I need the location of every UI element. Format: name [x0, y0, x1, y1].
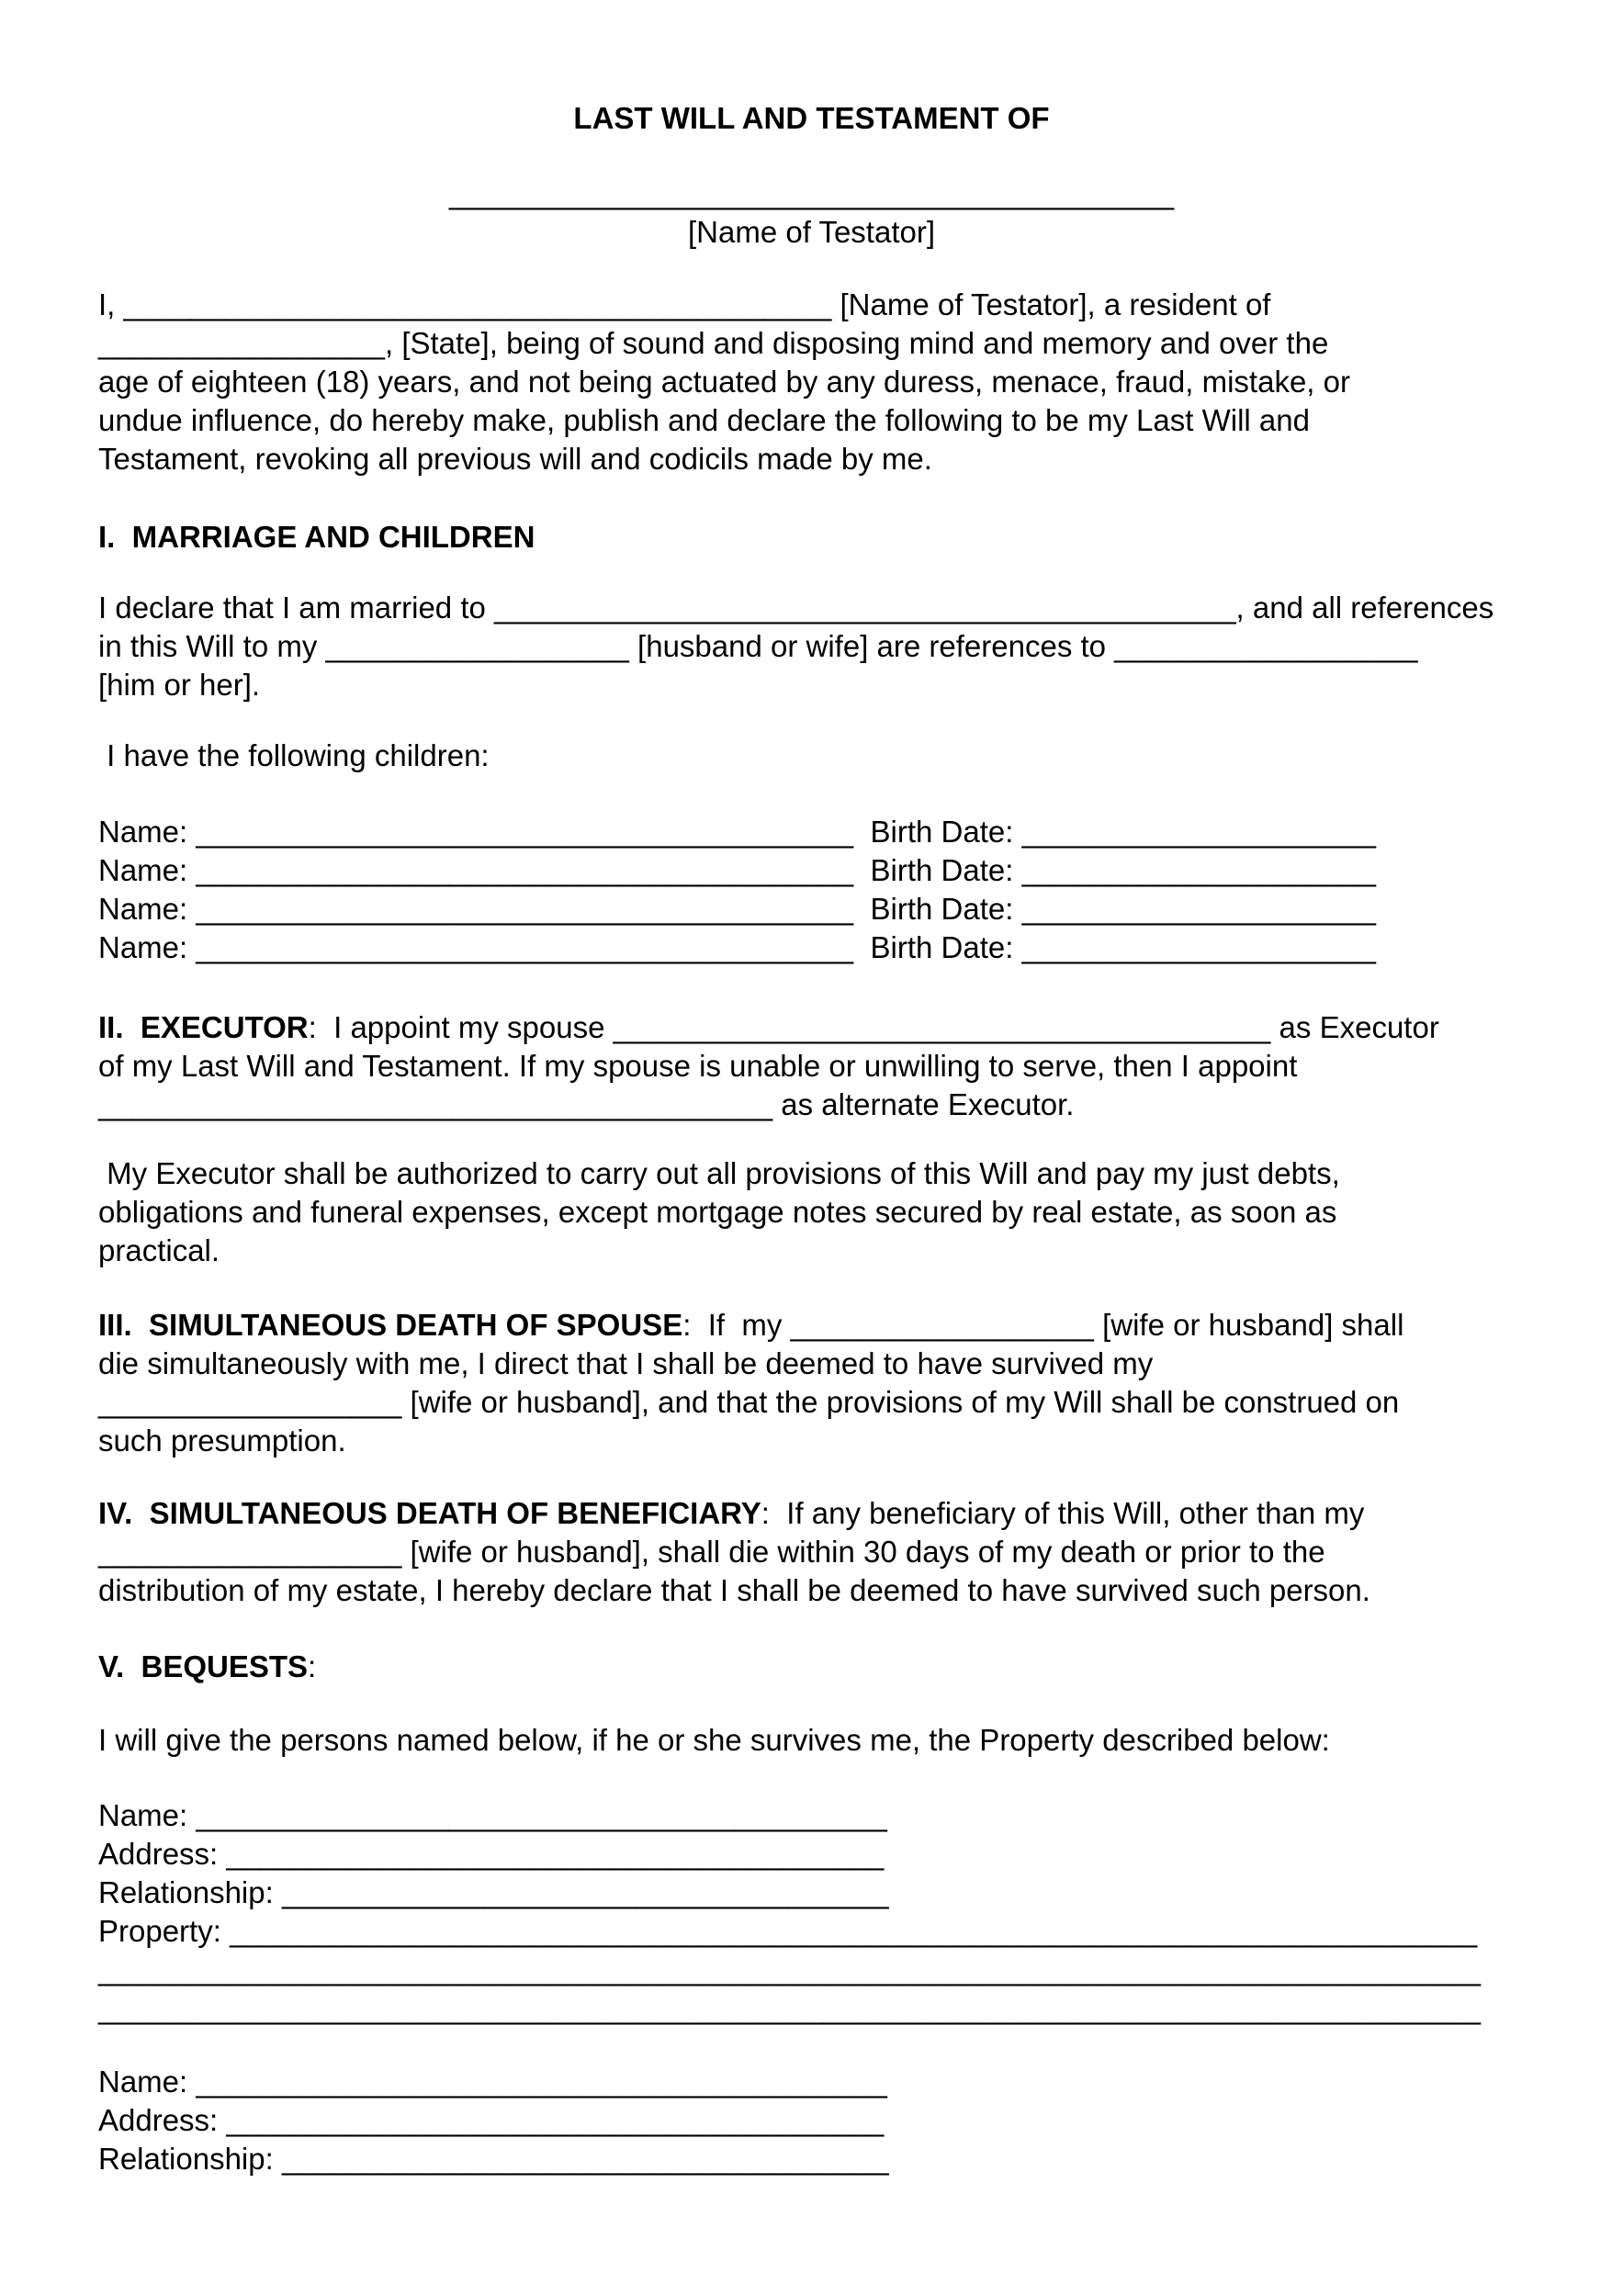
beneficiary-address-row [98, 1835, 1623, 1874]
address-label: Address: [98, 1837, 227, 1871]
marriage-line: I declare that I am married to ____________________________________________, and all references [98, 591, 1494, 625]
name-blank: _________________________________________ [196, 2065, 887, 2099]
section-heading-executor: II. EXECUTOR [98, 1010, 309, 1044]
child-birthdate-label: Birth Date: [853, 815, 1022, 849]
child-row [98, 890, 1623, 929]
authority-line: My Executor shall be authorized to carry out all provisions of this Will and pay my just debts, [98, 1156, 1340, 1190]
marriage-paragraph [98, 589, 1623, 704]
relationship-blank: ____________________________________ [281, 1875, 889, 1909]
child-name-label: Name: [98, 892, 197, 926]
child-birthdate-blank: _____________________ [1021, 930, 1376, 964]
testator-name-caption: [Name of Testator] [687, 215, 935, 249]
section-heading-bequests: V. BEQUESTS: [98, 1649, 317, 1683]
section-heading-marriage: I. MARRIAGE AND CHILDREN [98, 520, 535, 554]
name-label: Name: [98, 2065, 197, 2099]
beneficiary-block-1 [98, 1796, 1623, 2028]
child-row [98, 813, 1623, 851]
name-label: Name: [98, 1798, 197, 1832]
marriage-line: in this Will to my __________________ [husband or wife] are references to __________________ [98, 629, 1418, 663]
child-birthdate-blank: _____________________ [1021, 815, 1376, 849]
marriage-line: [him or her]. [98, 668, 261, 702]
intro-paragraph [98, 286, 1623, 478]
property-continuation-line: __________________________________________________________________________________ [98, 1991, 1481, 2025]
intro-line: Testament, revoking all previous will and codicils made by me. [98, 442, 932, 476]
property-blank: __________________________________________________________________________ [230, 1914, 1478, 1948]
name-blank: _________________________________________ [196, 1798, 887, 1832]
address-blank: _______________________________________ [226, 2103, 885, 2137]
child-name-blank: _______________________________________ [196, 930, 854, 964]
child-birthdate-blank: _____________________ [1021, 892, 1376, 926]
executor-paragraph [98, 1008, 1623, 1124]
child-row [98, 929, 1623, 967]
child-name-label: Name: [98, 853, 197, 887]
beneficiary-relationship-row [98, 1874, 1623, 1912]
relationship-label: Relationship: [98, 2142, 282, 2176]
authority-line: practical. [98, 1233, 220, 1267]
child-name-blank: _______________________________________ [196, 853, 854, 887]
child-birthdate-label: Birth Date: [853, 930, 1022, 964]
beneficiary-relationship-row [98, 2140, 1623, 2178]
address-blank: _______________________________________ [226, 1837, 885, 1871]
property-continuation-line: __________________________________________________________________________________ [98, 1953, 1481, 1986]
children-intro: I have the following children: [98, 738, 490, 772]
executor-line: of my Last Will and Testament. If my spouse is unable or unwilling to serve, then I appoint [98, 1049, 1298, 1083]
child-name-blank: _______________________________________ [196, 892, 854, 926]
executor-authority-paragraph [98, 1154, 1623, 1270]
bequests-intro: I will give the persons named below, if he or she survives me, the Property described below: [98, 1723, 1330, 1757]
beneficiary-name-row [98, 2063, 1623, 2101]
child-name-label: Name: [98, 930, 197, 964]
testator-name-blank: ___________________________________________ [448, 176, 1175, 210]
simultaneous-death-beneficiary-paragraph: IV. SIMULTANEOUS DEATH OF BENEFICIARY: If any beneficiary of this Will, other than my __________________ [wife or husband], shall die within 30 days of my death or prior to the distribution of my estate, I hereby declare that I shall be deemed to have survived such person. [98, 1496, 1370, 1607]
relationship-blank: ____________________________________ [281, 2142, 889, 2176]
child-row [98, 851, 1623, 890]
beneficiary-property-row [98, 1912, 1623, 1951]
authority-line: obligations and funeral expenses, except mortgage notes secured by real estate, as soon as [98, 1195, 1337, 1229]
beneficiary-address-row [98, 2101, 1623, 2140]
simultaneous-death-spouse-paragraph: III. SIMULTANEOUS DEATH OF SPOUSE: If my __________________ [wife or husband] shall die simultaneously with me, I direct that I shall be deemed to have survived my __________________ [wife or husband], and that the provisions of my Will shall be construed on such presumption. [98, 1308, 1404, 1458]
child-birthdate-label: Birth Date: [853, 892, 1022, 926]
intro-line: undue influence, do hereby make, publish and declare the following to be my Last Will and [98, 403, 1310, 437]
intro-line: age of eighteen (18) years, and not being actuated by any duress, menace, fraud, mistake, or [98, 365, 1350, 399]
executor-line: ________________________________________ as alternate Executor. [98, 1087, 1075, 1121]
document-title: LAST WILL AND TESTAMENT OF [573, 101, 1050, 135]
beneficiary-block-2 [98, 2063, 1623, 2178]
executor-line: II. EXECUTOR: I appoint my spouse _______________________________________ as Executor [98, 1010, 1439, 1044]
child-name-blank: _______________________________________ [196, 815, 854, 849]
section-heading-death-of-spouse: III. SIMULTANEOUS DEATH OF SPOUSE [98, 1308, 683, 1342]
address-label: Address: [98, 2103, 227, 2137]
relationship-label: Relationship: [98, 1875, 282, 1909]
beneficiary-name-row [98, 1796, 1623, 1835]
property-label: Property: [98, 1914, 231, 1948]
child-name-label: Name: [98, 815, 197, 849]
children-table [98, 813, 1623, 967]
intro-line: _________________, [State], being of sound and disposing mind and memory and over the [98, 326, 1329, 360]
child-birthdate-label: Birth Date: [853, 853, 1022, 887]
intro-line: I, __________________________________________ [Name of Testator], a resident of [98, 287, 1271, 321]
section-heading-death-of-beneficiary: IV. SIMULTANEOUS DEATH OF BENEFICIARY [98, 1496, 761, 1530]
child-birthdate-blank: _____________________ [1021, 853, 1376, 887]
